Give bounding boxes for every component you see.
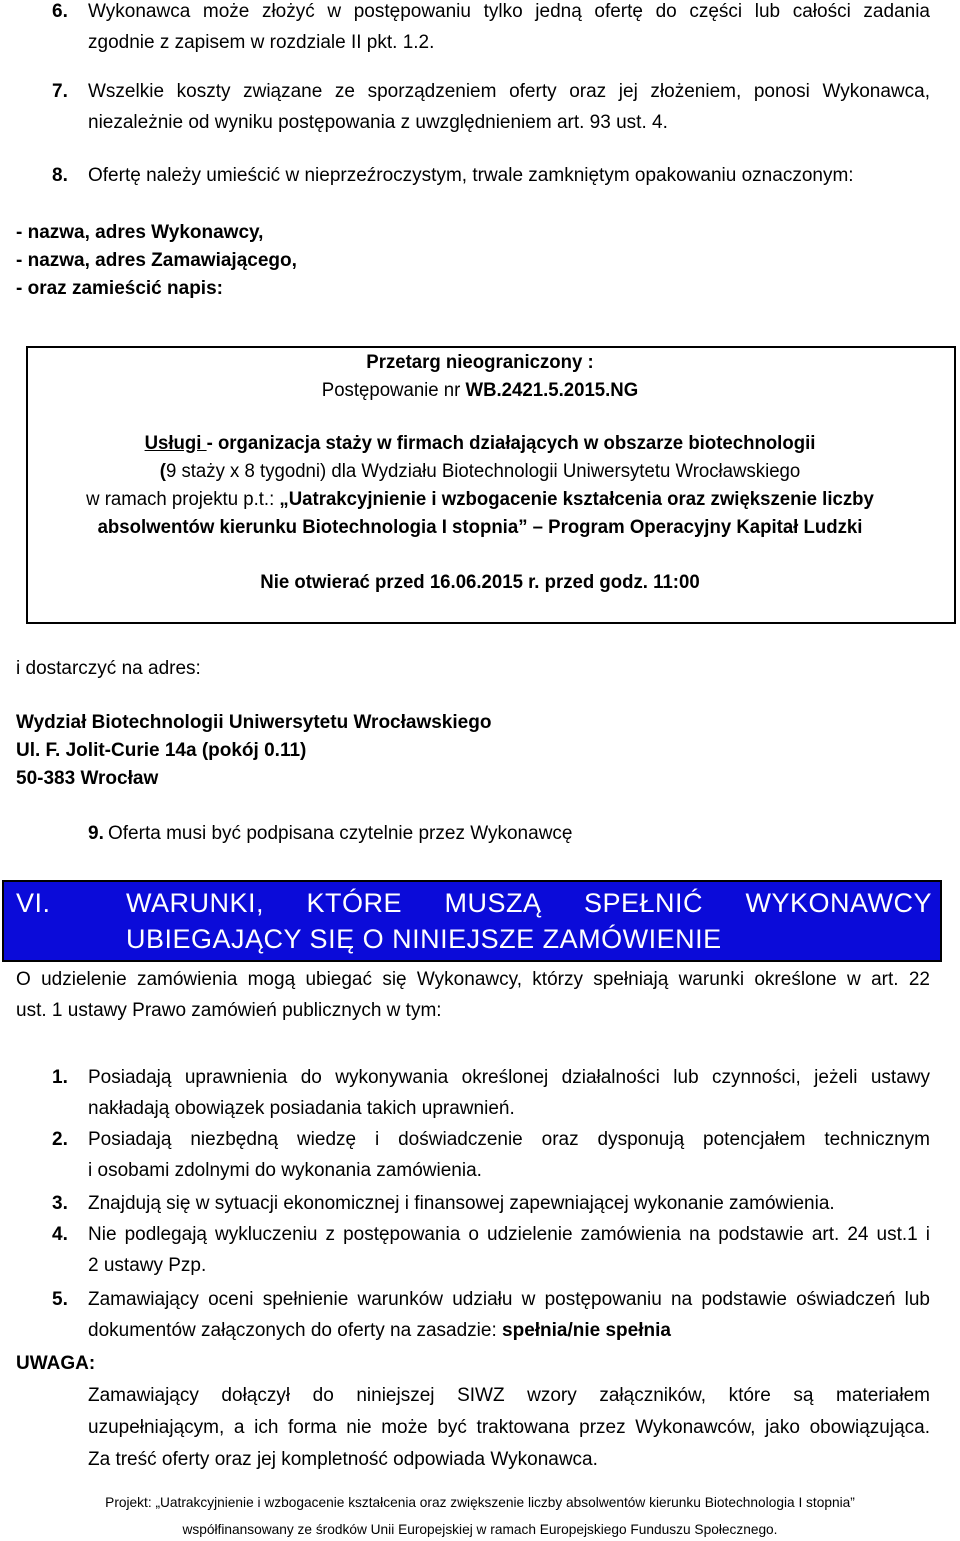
criteria-bold: spełnia/nie spełnia [502, 1320, 671, 1341]
label-line: - nazwa, adres Zamawiającego, [16, 250, 297, 271]
list-item-text [88, 1124, 930, 1186]
text-line: O udzielenie zamówienia mogą ubiegać się Wykonawcy, którzy spełniają warunki określone w art. 22 [16, 969, 930, 990]
program-name: ” – Program Operacyjny Kapitał Ludzki [518, 517, 863, 538]
staz-line [10, 460, 950, 484]
list-item-text [88, 0, 930, 58]
section-title-line2: UBIEGAJĄCY SIĘ O NINIEJSZE ZAMÓWIENIE [126, 924, 722, 954]
address-line: Wydział Biotechnologii Uniwersytetu Wrocławskiego [16, 712, 492, 733]
text-line: i osobami zdolnymi do wykonania zamówienia. [88, 1160, 482, 1181]
address-line: 50-383 Wrocław [16, 768, 159, 789]
list-item-text [88, 1062, 930, 1124]
list-item-text: Ofertę należy umieścić w nieprzeźroczystym, trwale zamkniętym opakowaniu oznaczonym: [88, 165, 854, 186]
text-fragment: dokumentów załączonych do oferty na zasadzie: [88, 1320, 503, 1341]
text-line: Posiadają uprawnienia do wykonywania określonej działalności lub czynności, jeżeli ustawy [88, 1067, 930, 1088]
section-header-banner [2, 880, 942, 962]
deliver-label: i dostarczyć na adres: [16, 658, 201, 679]
project-prefix: w ramach projektu p.t.: [86, 489, 280, 510]
list-item-text: Oferta musi być podpisana czytelnie przez Wykonawcę [108, 823, 573, 844]
label-line: - oraz zamieścić napis: [16, 278, 223, 299]
staz-text: 9 staży x 8 tygodni) dla Wydziału Biotechnologii Uniwersytetu Wrocławskiego [165, 461, 801, 482]
procedure-line [10, 379, 950, 403]
do-not-open-notice: Nie otwierać przed 16.06.2015 r. przed godz. 11:00 [260, 572, 700, 593]
services-word: Usługi [144, 433, 207, 454]
list-number: 5. [52, 1289, 68, 1310]
text-line: ust. 1 ustawy Prawo zamówień publicznych w tym: [16, 1000, 442, 1021]
text-line: Zamawiający dołączył do niniejszej SIWZ wzory załączników, które są materiałem [88, 1385, 930, 1406]
footer-funding-line: współfinansowany ze środków Unii Europejskiej w ramach Europejskiego Funduszu Społecznego. [182, 1521, 778, 1537]
services-description: - organizacja staży w firmach działających w obszarze biotechnologii [206, 433, 816, 454]
procedure-number: WB.2421.5.2015.NG [465, 380, 639, 401]
box-title: Przetarg nieograniczony : [366, 352, 594, 373]
text-line [88, 1315, 930, 1346]
list-number: 8. [52, 165, 68, 186]
text-line: niezależnie od wyniku postępowania z uwzględnieniem art. 93 ust. 4. [88, 112, 668, 133]
text-line: zgodnie z zapisem w rozdziale II pkt. 1.2. [88, 32, 435, 53]
text-line: Za treść oferty oraz jej kompletność odpowiada Wykonawca. [88, 1449, 598, 1470]
section-numeral: VI. [16, 888, 51, 918]
list-item-text: Znajdują się w sytuacji ekonomicznej i finansowej zapewniającej wykonanie zamówienia. [88, 1193, 835, 1214]
section-title-line1: WARUNKI, KTÓRE MUSZĄ SPEŁNIĆ WYKONAWCY [126, 888, 932, 918]
list-item-text [88, 1219, 930, 1281]
procedure-prefix: Postępowanie nr [321, 380, 466, 401]
note-label: UWAGA: [16, 1353, 96, 1374]
project-title-part2: absolwentów kierunku Biotechnologia I stopnia [97, 517, 519, 538]
address-line: Ul. F. Jolit-Curie 14a (pokój 0.11) [16, 740, 307, 761]
label-line: - nazwa, adres Wykonawcy, [16, 222, 264, 243]
list-item-text [88, 76, 930, 138]
project-line-2 [10, 516, 950, 540]
list-number: 3. [52, 1193, 68, 1214]
text-line: Wszelkie koszty związane ze sporządzeniem oferty oraz jej złożeniem, ponosi Wykonawca, [88, 81, 930, 102]
note-paragraph [88, 1380, 930, 1476]
text-line: nakładają obowiązek posiadania takich uprawnień. [88, 1098, 515, 1119]
list-item-text [88, 1284, 930, 1346]
services-line [10, 432, 950, 456]
paren-open: ( [159, 461, 166, 482]
text-line: Zamawiający oceni spełnienie warunków udziału w postępowaniu na podstawie oświadczeń lub [88, 1289, 930, 1310]
text-line: Wykonawca może złożyć w postępowaniu tylko jedną ofertę do części lub całości zadania [88, 1, 930, 22]
list-number: 6. [52, 1, 68, 22]
text-line: uzupełniającym, a ich forma nie może być traktowana przez Wykonawców, jako obowiązująca. [88, 1417, 930, 1438]
list-number: 4. [52, 1224, 68, 1245]
list-number: 2. [52, 1129, 68, 1150]
footer-project-line: Projekt: „Uatrakcyjnienie i wzbogacenie kształcenia oraz zwiększenie liczby absolwentów kierunku Biotechnologia I stopnia” [105, 1494, 855, 1510]
text-line: Nie podlegają wykluczeniu z postępowania o udzielenie zamówienia na podstawie art. 24 ust.1 i [88, 1224, 930, 1245]
intro-paragraph [16, 964, 930, 1026]
list-number: 1. [52, 1067, 68, 1088]
text-line: 2 ustawy Pzp. [88, 1255, 207, 1276]
project-line-1 [10, 488, 950, 512]
list-number: 7. [52, 81, 68, 102]
list-number: 9. [88, 823, 104, 844]
project-title-part1: „Uatrakcyjnienie i wzbogacenie kształcenia oraz zwiększenie liczby [279, 489, 874, 510]
text-line: Posiadają niezbędną wiedzę i doświadczenie oraz dysponują potencjałem technicznym [88, 1129, 930, 1150]
